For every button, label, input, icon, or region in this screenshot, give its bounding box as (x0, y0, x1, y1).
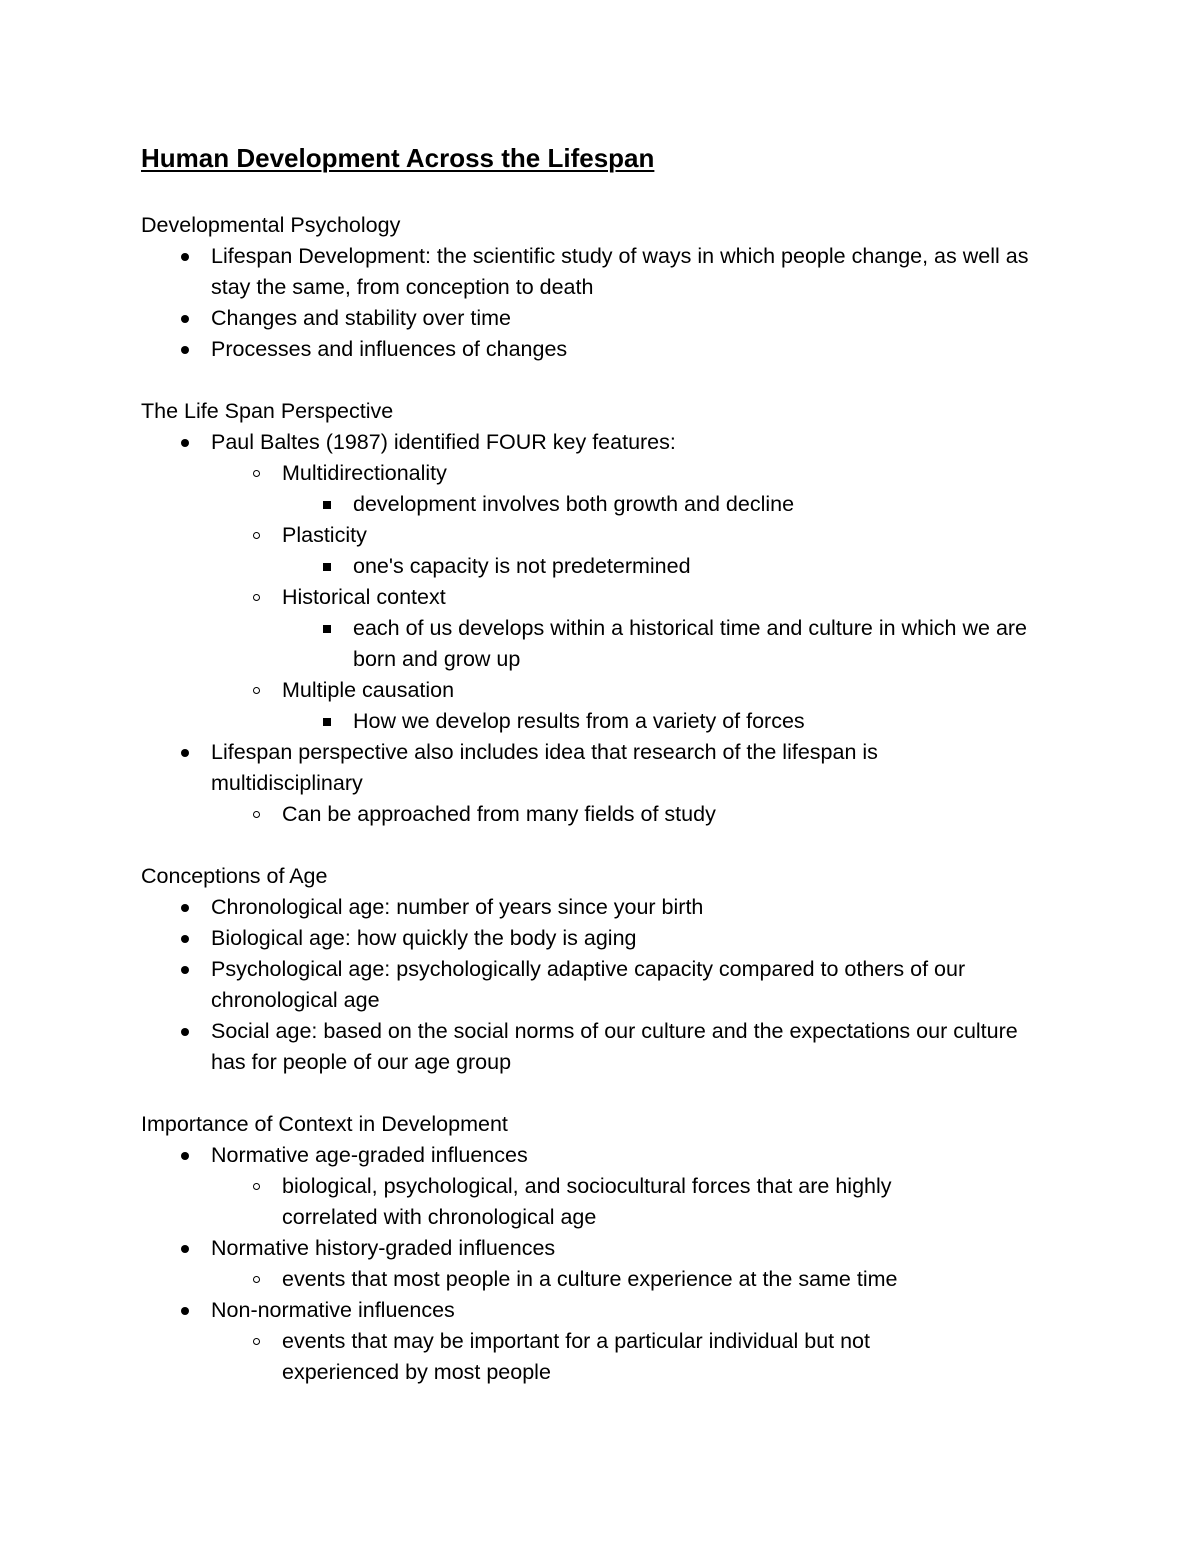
list-item: events that most people in a culture experience at the same time (141, 1264, 1071, 1295)
section-heading: Conceptions of Age (141, 864, 328, 888)
bullet-square-icon (319, 551, 335, 582)
sub-bullet-list (141, 799, 1071, 830)
bullet-circle-icon (248, 1264, 264, 1295)
bullet-list (141, 1140, 1071, 1171)
bullet-dot-icon (177, 892, 193, 923)
bullet-dot-icon (177, 954, 193, 985)
list-item: events that may be important for a particular individual but not experienced by most people (141, 1326, 1071, 1388)
bullet-list (141, 241, 1071, 365)
bullet-dot-icon (177, 737, 193, 768)
list-item: Multidirectionality (141, 458, 1071, 489)
list-item: Paul Baltes (1987) identified FOUR key features: (141, 427, 1071, 458)
list-item: each of us develops within a historical time and culture in which we are born and grow up (141, 613, 1071, 675)
sub-bullet-list (141, 1264, 1071, 1295)
bullet-circle-icon (248, 520, 264, 551)
bullet-list (141, 892, 1071, 1078)
list-item: Psychological age: psychologically adaptive capacity compared to others of our chronological age (141, 954, 1071, 1016)
bullet-circle-icon (248, 458, 264, 489)
list-item: Non-normative influences (141, 1295, 1071, 1326)
bullet-dot-icon (177, 923, 193, 954)
section-conceptions-of-age (141, 861, 1071, 1078)
bullet-circle-icon (248, 582, 264, 613)
bullet-list (141, 1295, 1071, 1326)
bullet-list (141, 427, 1071, 458)
bullet-list (141, 1233, 1071, 1264)
list-item: Normative age-graded influences (141, 1140, 1071, 1171)
list-item: one's capacity is not predetermined (141, 551, 1071, 582)
section-heading: Importance of Context in Development (141, 1112, 508, 1136)
section-context-in-development (141, 1109, 1071, 1388)
bullet-dot-icon (177, 1233, 193, 1264)
list-item: Can be approached from many fields of study (141, 799, 1071, 830)
list-item: Processes and influences of changes (141, 334, 1071, 365)
document-title: Human Development Across the Lifespan (141, 143, 655, 173)
list-item: development involves both growth and decline (141, 489, 1071, 520)
bullet-circle-icon (248, 799, 264, 830)
section-life-span-perspective (141, 396, 1071, 830)
bullet-dot-icon (177, 1295, 193, 1326)
bullet-circle-icon (248, 1326, 264, 1357)
bullet-dot-icon (177, 1140, 193, 1171)
list-item: Chronological age: number of years since your birth (141, 892, 1071, 923)
bullet-dot-icon (177, 334, 193, 365)
list-item: Multiple causation (141, 675, 1071, 706)
list-item: biological, psychological, and sociocultural forces that are highly correlated with chronological age (141, 1171, 1071, 1233)
bullet-square-icon (319, 706, 335, 737)
sub-bullet-list (141, 458, 1071, 737)
bullet-circle-icon (248, 675, 264, 706)
bullet-dot-icon (177, 427, 193, 458)
bullet-square-icon (319, 613, 335, 644)
sub-bullet-list (141, 1171, 1071, 1233)
sub-bullet-list (141, 1326, 1071, 1388)
bullet-dot-icon (177, 303, 193, 334)
list-item: Social age: based on the social norms of our culture and the expectations our culture has for people of our age group (141, 1016, 1071, 1078)
section-developmental-psychology (141, 210, 1071, 365)
list-item: Changes and stability over time (141, 303, 1071, 334)
list-item: Lifespan Development: the scientific study of ways in which people change, as well as stay the same, from conception to death (141, 241, 1071, 303)
list-item: Biological age: how quickly the body is aging (141, 923, 1071, 954)
section-heading: The Life Span Perspective (141, 399, 394, 423)
bullet-dot-icon (177, 1016, 193, 1047)
bullet-dot-icon (177, 241, 193, 272)
list-item: How we develop results from a variety of forces (141, 706, 1071, 737)
bullet-list (141, 737, 1071, 799)
bullet-square-icon (319, 489, 335, 520)
list-item: Lifespan perspective also includes idea that research of the lifespan is multidisciplinary (141, 737, 1071, 799)
document-page (141, 140, 1071, 1388)
list-item: Normative history-graded influences (141, 1233, 1071, 1264)
bullet-circle-icon (248, 1171, 264, 1202)
list-item: Plasticity (141, 520, 1071, 551)
section-heading: Developmental Psychology (141, 213, 401, 237)
list-item: Historical context (141, 582, 1071, 613)
